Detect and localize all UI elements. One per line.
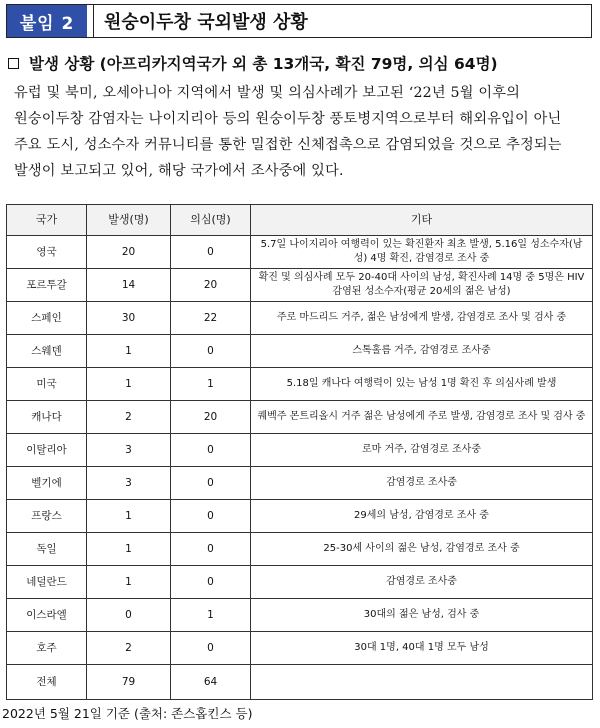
note-cell: 5.7일 나이지리아 여행력이 있는 확진환자 최초 발생, 5.16일 성소수자(남성) 4명 확진, 감염경로 조사 중 — [251, 236, 593, 269]
country-cell: 스페인 — [7, 302, 87, 335]
title-divider — [87, 5, 94, 37]
table-row — [7, 632, 593, 665]
note-cell: 25-30세 사이의 젊은 남성, 감염경로 조사 중 — [251, 533, 593, 566]
note-cell: 29세의 남성, 감염경로 조사 중 — [251, 500, 593, 533]
note-cell: 5.18일 캐나다 여행력이 있는 남성 1명 확진 후 의심사례 발생 — [251, 368, 593, 401]
table-header-row — [7, 205, 593, 236]
cases-cell: 1 — [87, 368, 171, 401]
country-cell: 독일 — [7, 533, 87, 566]
table-row — [7, 434, 593, 467]
cases-cell: 2 — [87, 401, 171, 434]
note-cell: 퀘벡주 몬트리올시 거주 젊은 남성에게 주로 발생, 감염경로 조사 및 검사 중 — [251, 401, 593, 434]
checkbox-icon — [8, 58, 19, 69]
total-label-cell: 전체 — [7, 665, 87, 700]
country-cell: 이탈리아 — [7, 434, 87, 467]
suspected-cell: 20 — [171, 401, 251, 434]
country-cell: 캐나다 — [7, 401, 87, 434]
suspected-cell: 1 — [171, 599, 251, 632]
outbreak-table — [6, 204, 593, 700]
total-note-cell — [251, 665, 593, 700]
total-row — [7, 665, 593, 700]
country-cell: 네덜란드 — [7, 566, 87, 599]
suspected-cell: 0 — [171, 500, 251, 533]
table-row — [7, 533, 593, 566]
note-cell: 로마 거주, 감염경로 조사중 — [251, 434, 593, 467]
column-header-note: 기타 — [251, 205, 593, 236]
note-cell: 확진 및 의심사례 모두 20-40대 사이의 남성, 확진사례 14명 중 5명은 HIV 감염된 성소수자(평균 20세의 젊은 남성) — [251, 269, 593, 302]
suspected-cell: 1 — [171, 368, 251, 401]
country-cell: 벨기에 — [7, 467, 87, 500]
table-row — [7, 335, 593, 368]
table-row — [7, 269, 593, 302]
cases-cell: 14 — [87, 269, 171, 302]
table-row — [7, 302, 593, 335]
country-cell: 포르투갈 — [7, 269, 87, 302]
suspected-cell: 0 — [171, 467, 251, 500]
country-cell: 영국 — [7, 236, 87, 269]
country-cell: 미국 — [7, 368, 87, 401]
total-suspected-cell: 64 — [171, 665, 251, 700]
note-cell: 주로 마드리드 거주, 젊은 남성에게 발생, 감염경로 조사 및 검사 중 — [251, 302, 593, 335]
cases-cell: 0 — [87, 599, 171, 632]
cases-cell: 1 — [87, 500, 171, 533]
source-footnote: 2022년 5월 21일 기준 (출처: 존스홉킨스 등) — [2, 706, 253, 721]
note-cell: 30대의 젊은 남성, 검사 중 — [251, 599, 593, 632]
suspected-cell: 0 — [171, 236, 251, 269]
suspected-cell: 0 — [171, 434, 251, 467]
section-heading-text: 발생 상황 (아프리카지역국가 외 총 13개국, 확진 79명, 의심 64명) — [29, 55, 498, 73]
cases-cell: 20 — [87, 236, 171, 269]
cases-cell: 1 — [87, 335, 171, 368]
cases-cell: 30 — [87, 302, 171, 335]
cases-cell: 1 — [87, 566, 171, 599]
cases-cell: 1 — [87, 533, 171, 566]
cases-cell: 3 — [87, 467, 171, 500]
summary-paragraph: 유럽 및 북미, 오세아니아 지역에서 발생 및 의심사례가 보고된 ‘22년 5월 이후의 원숭이두창 감염자는 나이지리아 등의 원숭이두창 풍토병지역으로부터 해외유입이 아닌 주요 도시, 성소수자 커뮤니티를 통한 밀접한 신체접촉으로 감염되었을 것으로 추정되는 발생이 보고되고 있어, 해당 국가에서 조사중에 있다. — [14, 85, 562, 179]
suspected-cell: 0 — [171, 566, 251, 599]
country-cell: 호주 — [7, 632, 87, 665]
table-row — [7, 236, 593, 269]
suspected-cell: 0 — [171, 335, 251, 368]
suspected-cell: 20 — [171, 269, 251, 302]
section-heading — [8, 52, 594, 74]
country-cell: 스웨덴 — [7, 335, 87, 368]
attachment-badge: 붙임 2 — [7, 5, 87, 37]
table-row — [7, 500, 593, 533]
cases-cell: 3 — [87, 434, 171, 467]
table-row — [7, 368, 593, 401]
table-row — [7, 566, 593, 599]
country-cell: 이스라엘 — [7, 599, 87, 632]
table-row — [7, 401, 593, 434]
title-bar — [6, 4, 592, 38]
suspected-cell: 22 — [171, 302, 251, 335]
note-cell: 30대 1명, 40대 1명 모두 남성 — [251, 632, 593, 665]
table-row — [7, 599, 593, 632]
column-header-cases: 발생(명) — [87, 205, 171, 236]
column-header-suspected: 의심(명) — [171, 205, 251, 236]
note-cell: 감염경로 조사중 — [251, 566, 593, 599]
country-cell: 프랑스 — [7, 500, 87, 533]
total-cases-cell: 79 — [87, 665, 171, 700]
note-cell: 감염경로 조사중 — [251, 467, 593, 500]
suspected-cell: 0 — [171, 632, 251, 665]
cases-cell: 2 — [87, 632, 171, 665]
table-row — [7, 467, 593, 500]
column-header-country: 국가 — [7, 205, 87, 236]
suspected-cell: 0 — [171, 533, 251, 566]
note-cell: 스톡홀름 거주, 감염경로 조사중 — [251, 335, 593, 368]
document-title: 원숭이두창 국외발생 상황 — [104, 12, 308, 33]
